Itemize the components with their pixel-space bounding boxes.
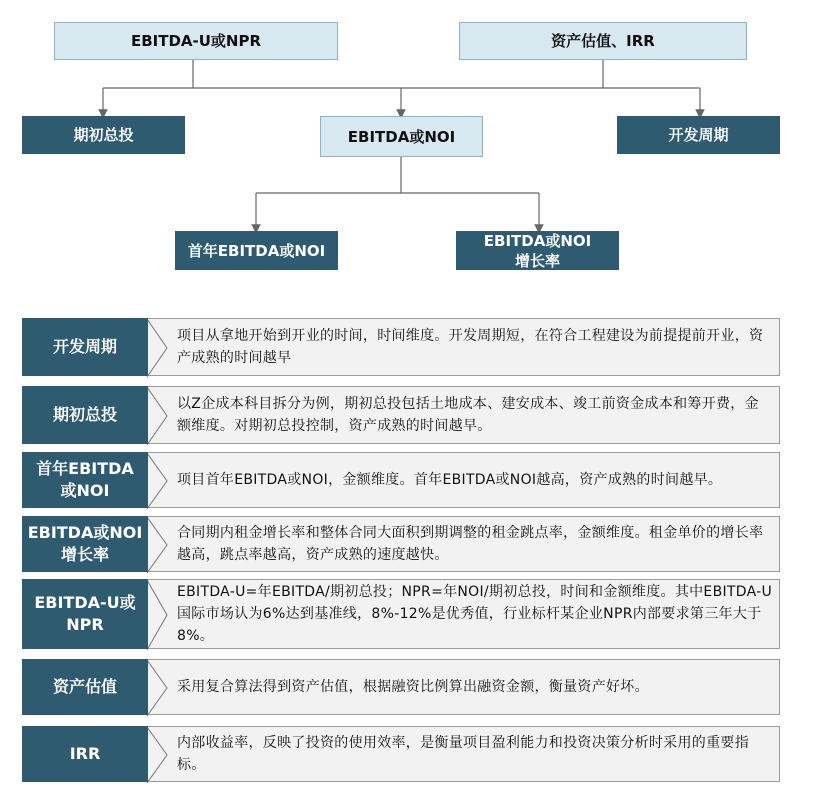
row-body bbox=[144, 386, 780, 444]
row-body bbox=[144, 726, 780, 782]
ebitda-noi-box: EBITDA或NOI bbox=[320, 116, 483, 157]
row-label: 期初总投 bbox=[22, 386, 148, 444]
row-label: EBITDA或NOI 增长率 bbox=[22, 516, 148, 572]
row-text: 合同期内租金增长率和整体合同大面积到期调整的租金跳点率，金额维度。租金单价的增长率越高，跳点率越高，资产成熟的速度越快。 bbox=[177, 525, 764, 563]
row-text: 以Z企成本科目拆分为例，期初总投包括土地成本、建安成本、竣工前资金成本和筹开费，金额维度。对期初总投控制，资产成熟的时间越早。 bbox=[177, 396, 759, 434]
definition-row bbox=[22, 386, 780, 444]
asset-valuation-irr-box: 资产估值、IRR bbox=[459, 22, 747, 60]
development-cycle-box: 开发周期 bbox=[617, 116, 780, 154]
definition-row bbox=[22, 516, 780, 572]
row-body bbox=[144, 579, 780, 649]
row-label: EBITDA-U或 NPR bbox=[22, 579, 148, 649]
row-body bbox=[144, 452, 780, 508]
definition-row bbox=[22, 452, 780, 508]
definition-row bbox=[22, 726, 780, 782]
row-text: 项目首年EBITDA或NOI，金额维度。首年EBITDA或NOI越高，资产成熟的时间越早。 bbox=[177, 472, 723, 488]
row-text: 内部收益率，反映了投资的使用效率，是衡量项目盈利能力和投资决策分析时采用的重要指标。 bbox=[177, 735, 749, 773]
definition-row bbox=[22, 659, 780, 715]
row-body bbox=[144, 659, 780, 715]
row-label: IRR bbox=[22, 726, 148, 782]
row-body bbox=[144, 516, 780, 572]
row-text: 项目从拿地开始到开业的时间，时间维度。开发周期短，在符合工程建设为前提提前开业，资产成熟的时间越早 bbox=[177, 328, 764, 366]
definition-row bbox=[22, 318, 780, 376]
row-text: 采用复合算法得到资产估值，根据融资比例算出融资金额，衡量资产好坏。 bbox=[177, 679, 649, 695]
ebitda-u-npr-box: EBITDA-U或NPR bbox=[54, 22, 338, 60]
ebitda-noi-growth-box: EBITDA或NOI 增长率 bbox=[456, 231, 619, 270]
first-year-ebitda-noi-box: 首年EBITDA或NOI bbox=[175, 231, 338, 270]
row-text: EBITDA-U=年EBITDA/期初总投；NPR=年NOI/期初总投，时间和金额维度。其中EBITDA-U国际市场认为6%达到基准线，8%-12%是优秀值，行业标杆某企业NPR内部要求第三年大于8%。 bbox=[177, 584, 773, 644]
row-label: 首年EBITDA 或NOI bbox=[22, 452, 148, 508]
row-label: 开发周期 bbox=[22, 318, 148, 376]
initial-investment-box: 期初总投 bbox=[22, 116, 185, 154]
row-body bbox=[144, 318, 780, 376]
row-label: 资产估值 bbox=[22, 659, 148, 715]
definition-row bbox=[22, 579, 780, 649]
